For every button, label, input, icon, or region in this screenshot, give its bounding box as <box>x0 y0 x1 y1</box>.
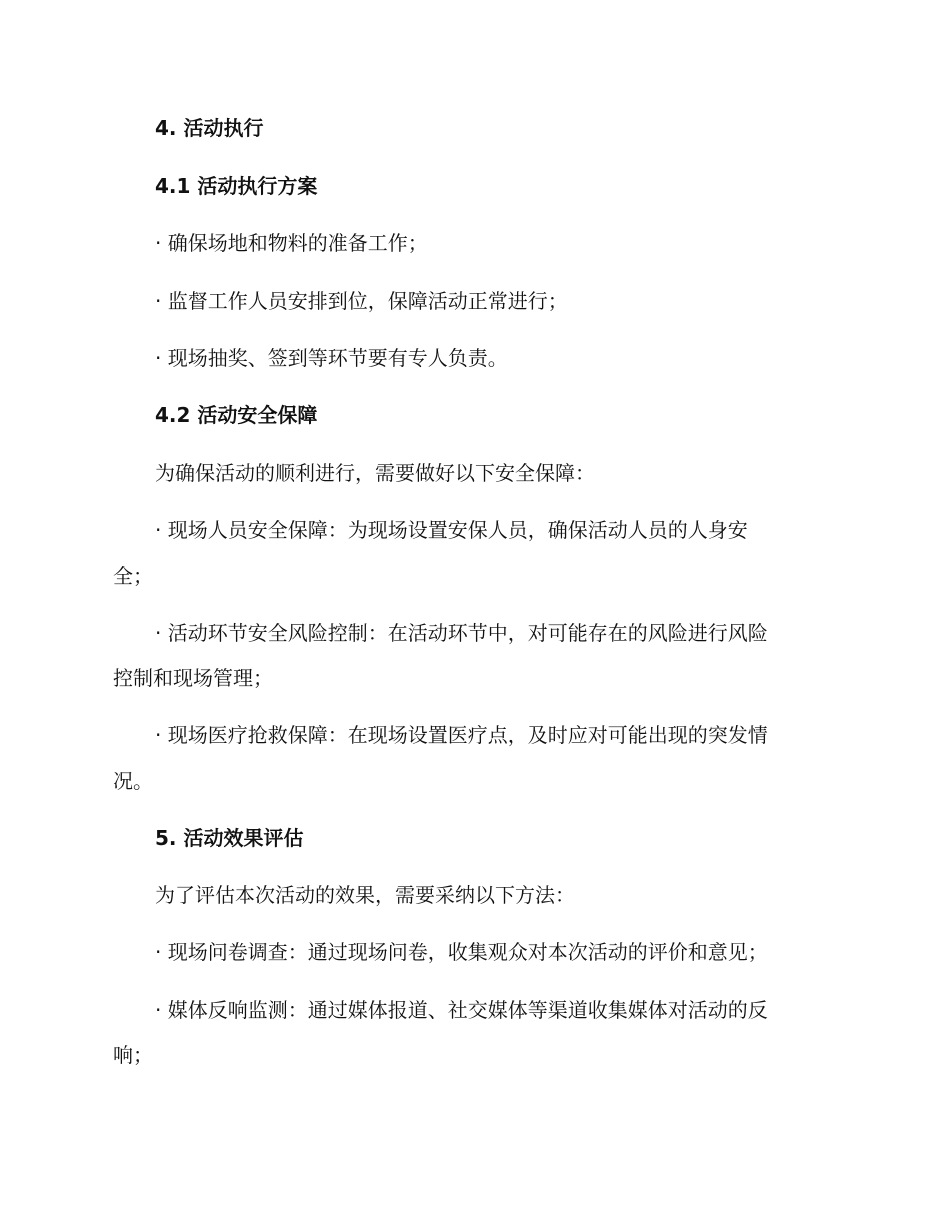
subheading-4-1: 4.1 活动执行方案 <box>155 174 318 198</box>
list-item: · 现场人员安全保障：为现场设置安保人员，确保活动人员的人身安 <box>155 518 748 542</box>
list-item-continuation: 控制和现场管理； <box>113 666 273 690</box>
paragraph-intro-safety: 为确保活动的顺利进行，需要做好以下安全保障： <box>155 461 595 485</box>
list-item: · 现场医疗抢救保障：在现场设置医疗点，及时应对可能出现的突发情 <box>155 723 768 747</box>
list-item: · 媒体反响监测：通过媒体报道、社交媒体等渠道收集媒体对活动的反 <box>155 998 768 1022</box>
subheading-4-2: 4.2 活动安全保障 <box>155 403 318 427</box>
list-item-continuation: 全； <box>113 564 153 588</box>
paragraph-intro-evaluation: 为了评估本次活动的效果，需要采纳以下方法： <box>155 883 575 907</box>
list-item: · 活动环节安全风险控制：在活动环节中，对可能存在的风险进行风险 <box>155 621 768 645</box>
list-item-continuation: 况。 <box>113 769 153 793</box>
section-heading-5: 5. 活动效果评估 <box>155 826 304 850</box>
list-item: · 监督工作人员安排到位，保障活动正常进行； <box>155 289 568 313</box>
list-item: · 现场抽奖、签到等环节要有专人负责。 <box>155 346 508 370</box>
section-heading-4: 4. 活动执行 <box>155 116 264 140</box>
list-item-continuation: 响； <box>113 1043 153 1067</box>
list-item: · 现场问卷调查：通过现场问卷，收集观众对本次活动的评价和意见； <box>155 940 768 964</box>
list-item: · 确保场地和物料的准备工作； <box>155 231 428 255</box>
